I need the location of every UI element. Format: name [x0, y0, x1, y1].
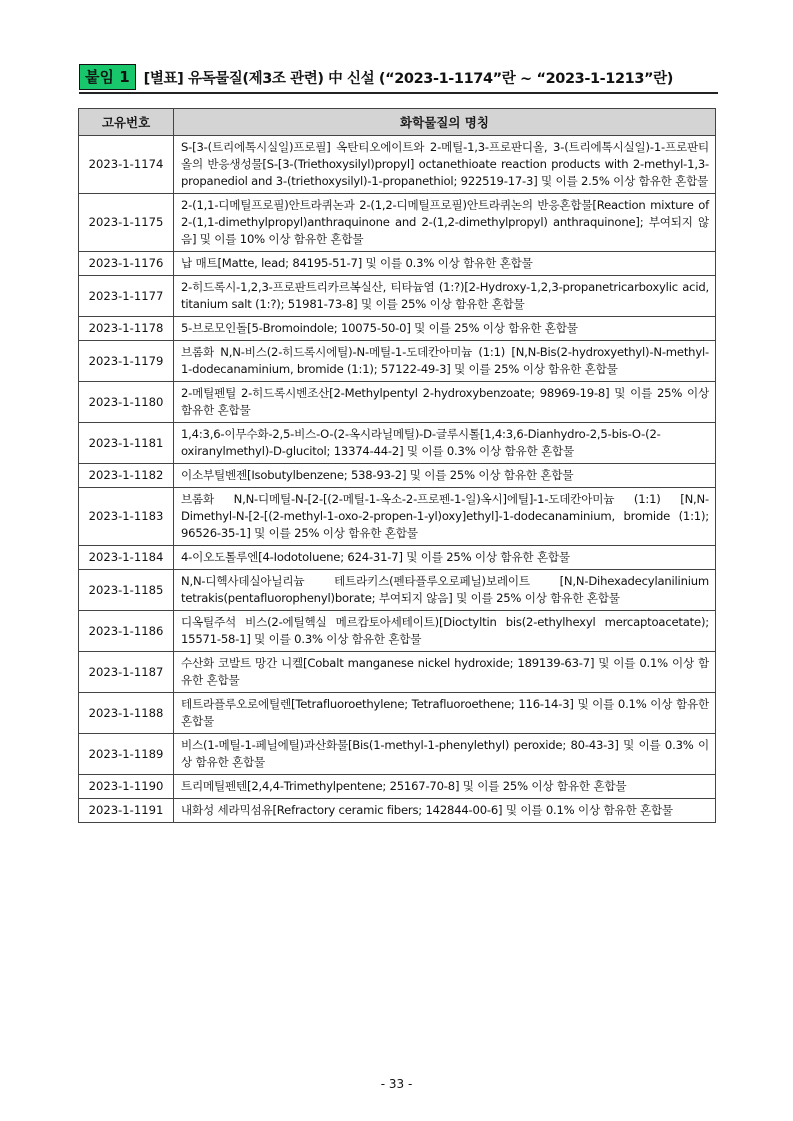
table-row	[79, 570, 716, 611]
table-row	[79, 341, 716, 382]
substance-name: 트리메틸펜텐[2,4,4-Trimethylpentene; 25167-70-8] 및 이를 25% 이상 함유한 혼합물	[174, 775, 716, 799]
page-number: - 33 -	[380, 1077, 413, 1091]
substance-name: 5-브로모인돌[5-Bromoindole; 10075-50-0] 및 이를 25% 이상 함유한 혼합물	[174, 317, 716, 341]
substance-code: 2023-1-1184	[79, 546, 174, 570]
table-row	[79, 734, 716, 775]
table-row	[79, 252, 716, 276]
substance-code: 2023-1-1187	[79, 652, 174, 693]
substance-name: 내화성 세라믹섬유[Refractory ceramic fibers; 142844-00-6] 및 이를 0.1% 이상 함유한 혼합물	[174, 799, 716, 823]
substance-name: 4-이오도톨루엔[4-Iodotoluene; 624-31-7] 및 이를 25% 이상 함유한 혼합물	[174, 546, 716, 570]
table-body	[79, 136, 716, 823]
substance-code: 2023-1-1190	[79, 775, 174, 799]
table-row	[79, 652, 716, 693]
table-row	[79, 317, 716, 341]
substance-name: 납 매트[Matte, lead; 84195-51-7] 및 이를 0.3% 이상 함유한 혼합물	[174, 252, 716, 276]
document-header	[79, 62, 718, 94]
substance-name: N,N-디헥사데실아닐리늄 테트라키스(펜타플루오로페닐)보레이트 [N,N-Dihexadecylanilinium tetrakis(pentafluorophenyl)borate; 부여되지 않음] 및 이를 25% 이상 함유한 혼합물	[174, 570, 716, 611]
substance-name: 이소부틸벤젠[Isobutylbenzene; 538-93-2] 및 이를 25% 이상 함유한 혼합물	[174, 464, 716, 488]
table-row	[79, 799, 716, 823]
column-header-code: 고유번호	[79, 109, 174, 136]
substance-code: 2023-1-1174	[79, 136, 174, 194]
table-row	[79, 693, 716, 734]
substance-name: 1,4:3,6-이무수화-2,5-비스-O-(2-옥시라닐메틸)-D-글루시톨[1,4:3,6-Dianhydro-2,5-bis-O-(2-oxiranylmethyl)-D-glucitol; 13374-44-2] 및 이를 0.3% 이상 함유한 혼합물	[174, 423, 716, 464]
table-row	[79, 194, 716, 252]
substance-code: 2023-1-1185	[79, 570, 174, 611]
table-row	[79, 611, 716, 652]
substance-name: S-[3-(트리에톡시실일)프로필] 옥탄티오에이트와 2-메틸-1,3-프로판디올, 3-(트리에톡시실일)-1-프로판티올의 반응생성물[S-[3-(Triethoxysilyl)propyl] octanethioate reaction products with 2-methyl-1,3-propanediol and 3-(triethoxysilyl)-1-propanethiol; 922519-17-3] 및 이를 2.5% 이상 함유한 혼합물	[174, 136, 716, 194]
substance-code: 2023-1-1186	[79, 611, 174, 652]
substance-code: 2023-1-1188	[79, 693, 174, 734]
substance-name: 브롬화 N,N-비스(2-히드록시에틸)-N-메틸-1-도데칸아미늄 (1:1) [N,N-Bis(2-hydroxyethyl)-N-methyl-1-dodecanaminium, bromide (1:1); 57122-49-3] 및 이를 25% 이상 함유한 혼합물	[174, 341, 716, 382]
substance-code: 2023-1-1176	[79, 252, 174, 276]
table-header-row	[79, 109, 716, 136]
table-row	[79, 775, 716, 799]
table-row	[79, 423, 716, 464]
table-row	[79, 488, 716, 546]
document-title: [별표] 유독물질(제3조 관련) 中 신설 (“2023-1-1174”란 ~ “2023-1-1213”란)	[143, 70, 673, 87]
substance-code: 2023-1-1178	[79, 317, 174, 341]
substance-name: 2-히드록시-1,2,3-프로판트리카르복실산, 티타늄염 (1:?)[2-Hydroxy-1,2,3-propanetricarboxylic acid, titanium salt (1:?); 51981-73-8] 및 이를 25% 이상 함유한 혼합물	[174, 276, 716, 317]
substance-code: 2023-1-1175	[79, 194, 174, 252]
substance-name: 2-메틸펜틸 2-히드록시벤조산[2-Methylpentyl 2-hydroxybenzoate; 98969-19-8] 및 이를 25% 이상 함유한 혼합물	[174, 382, 716, 423]
column-header-name: 화학물질의 명칭	[174, 109, 716, 136]
substance-code: 2023-1-1189	[79, 734, 174, 775]
substance-name: 디옥틸주석 비스(2-에틸헥실 메르캅토아세테이트)[Dioctyltin bis(2-ethylhexyl mercaptoacetate); 15571-58-1] 및 이를 0.3% 이상 함유한 혼합물	[174, 611, 716, 652]
table-row	[79, 464, 716, 488]
substance-code: 2023-1-1183	[79, 488, 174, 546]
substance-name: 비스(1-메틸-1-페닐에틸)과산화물[Bis(1-methyl-1-phenylethyl) peroxide; 80-43-3] 및 이를 0.3% 이상 함유한 혼합물	[174, 734, 716, 775]
table-row	[79, 136, 716, 194]
attachment-badge: 붙임 1	[79, 64, 136, 90]
table-row	[79, 546, 716, 570]
substance-code: 2023-1-1182	[79, 464, 174, 488]
substance-name: 브롬화 N,N-디메틸-N-[2-[(2-메틸-1-옥소-2-프로펜-1-일)옥시]에틸]-1-도데칸아미늄 (1:1) [N,N-Dimethyl-N-[2-[(2-methyl-1-oxo-2-propen-1-yl)oxy]ethyl]-1-dodecanaminium, bromide (1:1); 96526-35-1] 및 이를 25% 이상 함유한 혼합물	[174, 488, 716, 546]
substance-code: 2023-1-1177	[79, 276, 174, 317]
substance-code: 2023-1-1179	[79, 341, 174, 382]
table-row	[79, 276, 716, 317]
substance-code: 2023-1-1191	[79, 799, 174, 823]
substance-name: 수산화 코발트 망간 니켈[Cobalt manganese nickel hydroxide; 189139-63-7] 및 이를 0.1% 이상 함유한 혼합물	[174, 652, 716, 693]
table-row	[79, 382, 716, 423]
substance-code: 2023-1-1181	[79, 423, 174, 464]
substance-name: 테트라플루오로에틸렌[Tetrafluoroethylene; Tetrafluoroethene; 116-14-3] 및 이를 0.1% 이상 함유한 혼합물	[174, 693, 716, 734]
substance-code: 2023-1-1180	[79, 382, 174, 423]
chemical-substance-table	[78, 108, 716, 823]
substance-name: 2-(1,1-디메틸프로필)안트라퀴논과 2-(1,2-디메틸프로필)안트라퀴논의 반응혼합물[Reaction mixture of 2-(1,1-dimethylpropyl)anthraquinone and 2-(1,2-dimethylpropyl) anthraquinone]; 부여되지 않음] 및 이를 10% 이상 함유한 혼합물	[174, 194, 716, 252]
